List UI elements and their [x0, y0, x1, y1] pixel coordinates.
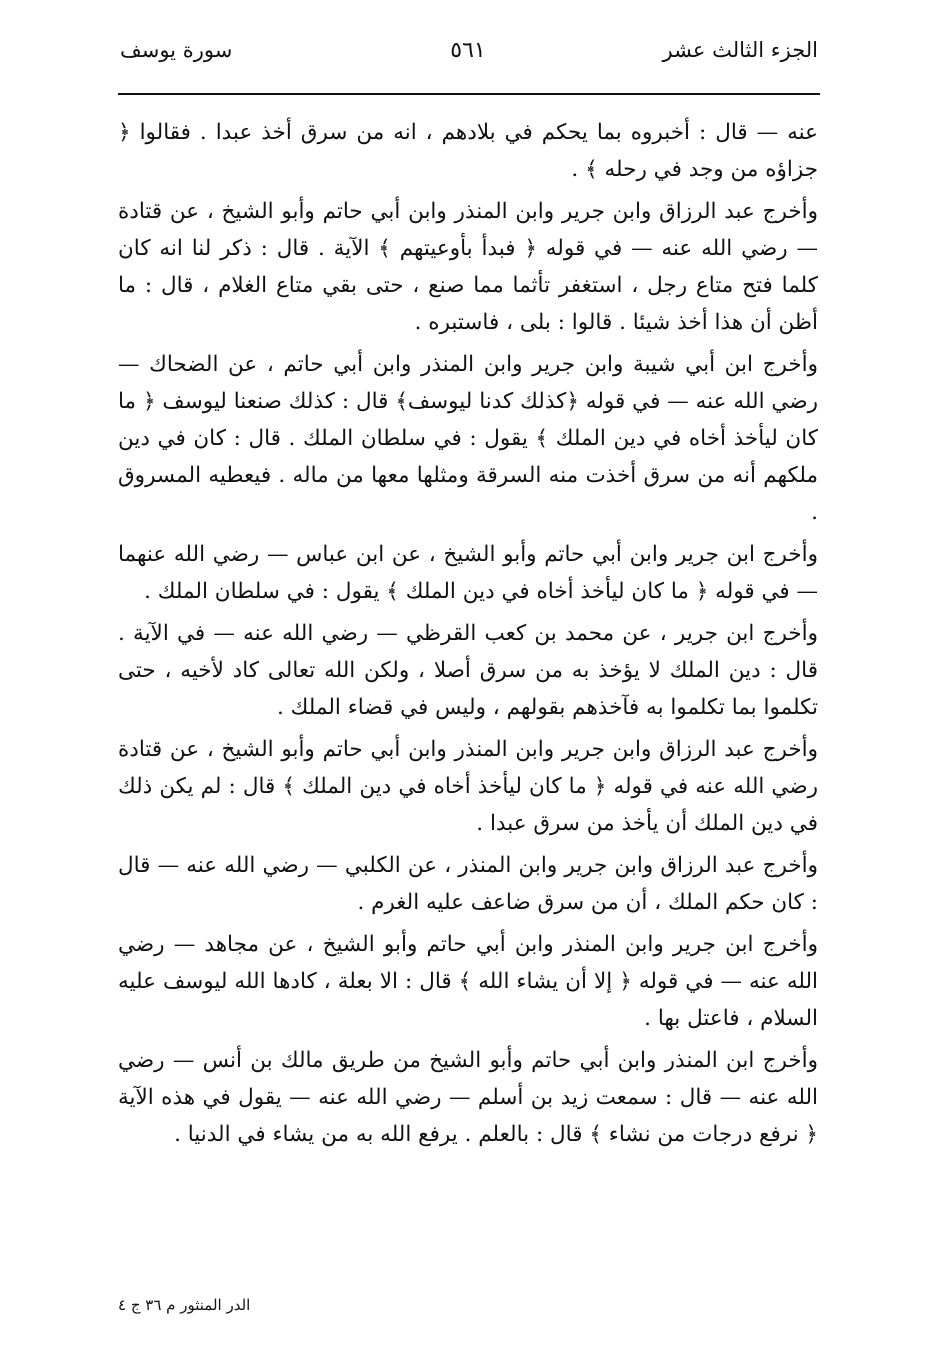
surah-title: سورة يوسف [120, 38, 233, 62]
running-header [118, 38, 818, 78]
page-body [118, 114, 818, 1158]
signature-mark: الدر المنثور م ٣٦ ج ٤ [118, 1296, 251, 1314]
paragraph: وأخرج ابن جرير وابن أبي حاتم وأبو الشيخ ، عن ابن عباس — رضي الله عنهما — في قوله ﴿ ما كان ليأخذ أخاه في دين الملك ﴾ يقول : في سلطان الملك . [118, 542, 818, 604]
paragraph: وأخرج عبد الرزاق وابن جرير وابن المنذر ، عن الكلبي — رضي الله عنه — قال : كان حكم الملك ، أن من سرق ضاعف عليه الغرم . [118, 853, 818, 915]
part-title: الجزء الثالث عشر [662, 38, 818, 62]
paragraph: وأخرج ابن المنذر وابن أبي حاتم وأبو الشيخ من طريق مالك بن أنس — رضي الله عنه — قال : سمعت زيد بن أسلم — رضي الله عنه — يقول في هذه الآية ﴿ نرفع درجات من نشاء ﴾ قال : بالعلم . يرفع الله به من يشاء في الدنيا . [118, 1048, 818, 1147]
paragraph: وأخرج ابن جرير وابن المنذر وابن أبي حاتم وأبو الشيخ ، عن مجاهد — رضي الله عنه — في قوله ﴿ إلا أن يشاء الله ﴾ قال : الا بعلة ، كادها الله ليوسف عليه السلام ، فاعتل بها . [118, 932, 818, 1031]
header-rule [118, 93, 820, 95]
page-number: ٥٦١ [450, 38, 486, 63]
paragraph: عنه — قال : أخبروه بما يحكم في بلادهم ، انه من سرق أخذ عبدا . فقالوا ﴿ جزاؤه من وجد في رحله ﴾ . [118, 120, 818, 182]
paragraph: وأخرج عبد الرزاق وابن جرير وابن المنذر وابن أبي حاتم وأبو الشيخ ، عن قتادة — رضي الله عنه — في قوله ﴿ فبدأ بأوعيتهم ﴾ الآية . قال : ذكر لنا انه كان كلما فتح متاع رجل ، استغفر تأثما مما صنع ، حتى بقي متاع الغلام ، قال : ما أظن أن هذا أخذ شيئا . قالوا : بلى ، فاستبره . [118, 199, 818, 335]
paragraph: وأخرج ابن جرير ، عن محمد بن كعب القرظي — رضي الله عنه — في الآية . قال : دين الملك لا يؤخذ به من سرق أصلا ، ولكن الله تعالى كاد لأخيه ، حتى تكلموا بما تكلموا به فآخذهم بقولهم ، وليس في قضاء الملك . [118, 621, 818, 720]
paragraph: وأخرج عبد الرزاق وابن جرير وابن المنذر وابن أبي حاتم وأبو الشيخ ، عن قتادة رضي الله عنه في قوله ﴿ ما كان ليأخذ أخاه في دين الملك ﴾ قال : لم يكن ذلك في دين الملك أن يأخذ من سرق عبدا . [118, 737, 818, 836]
paragraph: وأخرج ابن أبي شيبة وابن جرير وابن المنذر وابن أبي حاتم ، عن الضحاك — رضي الله عنه — في قوله ﴿كذلك كدنا ليوسف﴾ قال : كذلك صنعنا ليوسف ﴿ ما كان ليأخذ أخاه في دين الملك ﴾ يقول : في سلطان الملك . قال : كان في دين ملكهم أنه من سرق أخذت منه السرقة ومثلها معها من ماله . فيعطيه المسروق . [118, 352, 818, 525]
